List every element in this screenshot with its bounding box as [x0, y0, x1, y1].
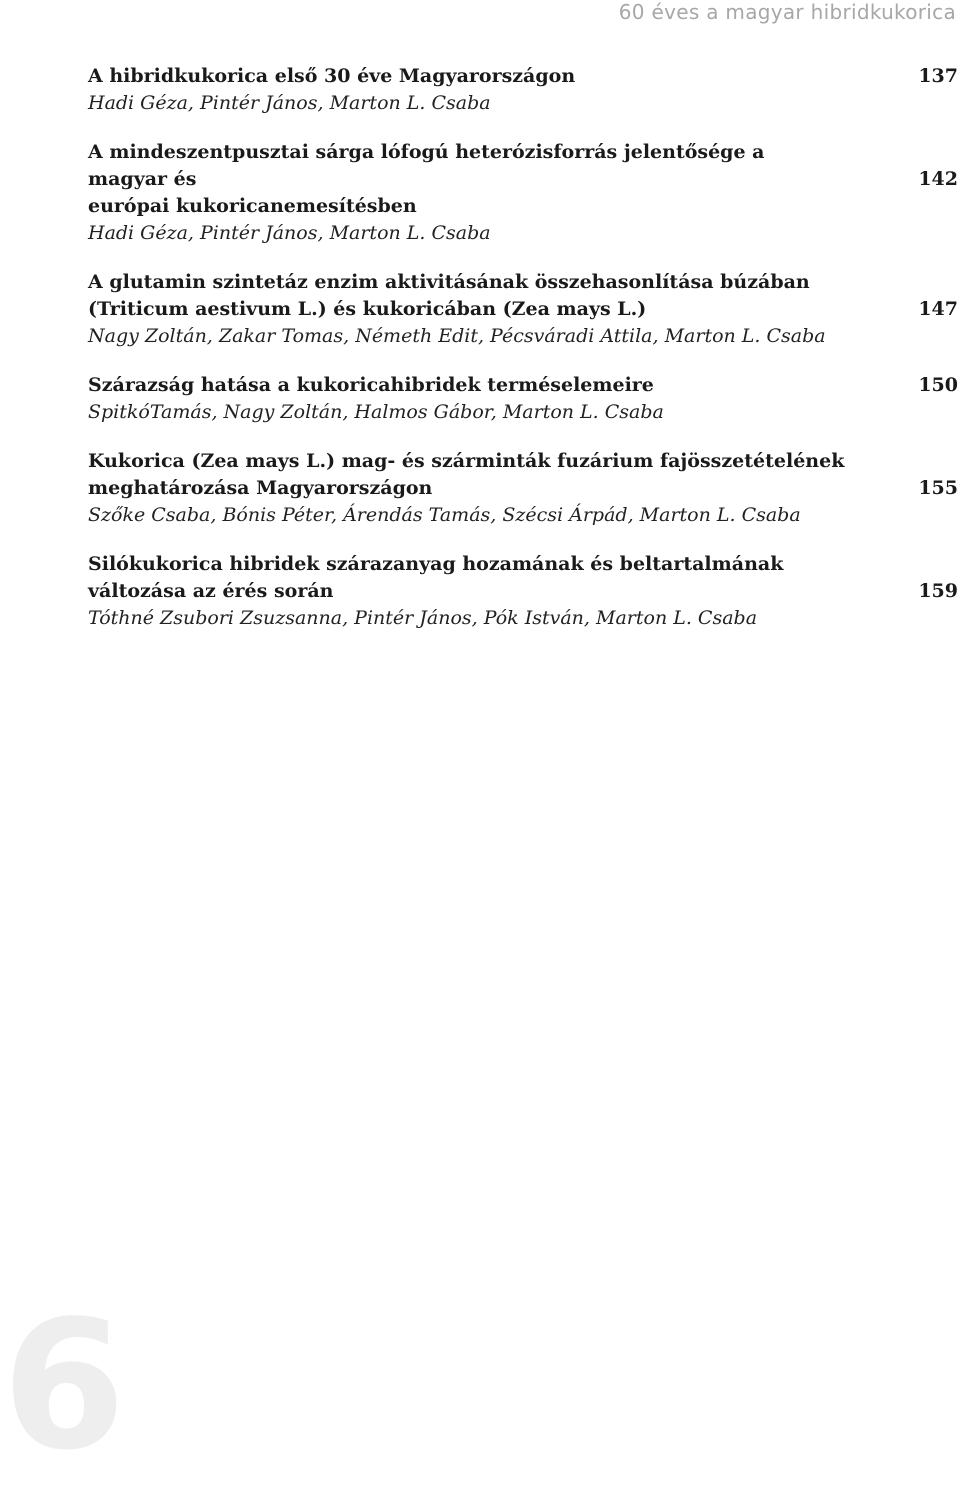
- entry-title: A mindeszentpusztai sárga lófogú heterózisforrás jelentősége a magyar és európai kukoricanemesítésben: [88, 141, 765, 217]
- entry-authors: Tóthné Zsubori Zsuzsanna, Pintér János, Pók István, Marton L. Csaba: [88, 607, 758, 629]
- toc-entry[interactable]: [88, 63, 958, 117]
- toc-entry[interactable]: [88, 139, 958, 247]
- entry-authors: Hadi Géza, Pintér János, Marton L. Csaba: [88, 92, 491, 114]
- toc-entry[interactable]: [88, 448, 958, 529]
- entry-title: Kukorica (Zea mays L.) mag- és szárminták fuzárium fajösszetételének meghatározása Magyarországon: [88, 450, 845, 499]
- entry-page-number: 159: [918, 580, 958, 602]
- entry-page-number: 137: [918, 65, 958, 87]
- entry-authors: Szőke Csaba, Bónis Péter, Árendás Tamás, Szécsi Árpád, Marton L. Csaba: [88, 504, 801, 526]
- entry-page-number: 147: [918, 298, 958, 320]
- entry-authors: Nagy Zoltán, Zakar Tomas, Németh Edit, Pécsváradi Attila, Marton L. Csaba: [88, 325, 826, 347]
- entry-title: Szárazság hatása a kukoricahibridek terméselemeire: [88, 374, 654, 396]
- entry-title: A hibridkukorica első 30 éve Magyarországon: [88, 65, 576, 87]
- entry-authors: SpitkóTamás, Nagy Zoltán, Halmos Gábor, Marton L. Csaba: [88, 401, 664, 423]
- entry-page-number: 155: [918, 477, 958, 499]
- entry-title: A glutamin szintetáz enzim aktivitásának összehasonlítása búzában (Triticum aestivum L.) és kukoricában (Zea mays L.): [88, 271, 810, 320]
- toc-entry[interactable]: [88, 551, 958, 632]
- toc-entry[interactable]: [88, 269, 958, 350]
- page-number: 6: [2, 1282, 126, 1489]
- toc-entry[interactable]: [88, 372, 958, 426]
- entry-authors: Hadi Géza, Pintér János, Marton L. Csaba: [88, 222, 491, 244]
- running-header: 60 éves a magyar hibridkukorica: [618, 0, 956, 24]
- entry-title: Silókukorica hibridek szárazanyag hozamának és beltartalmának változása az érés során: [88, 553, 784, 602]
- entry-page-number: 142: [918, 168, 958, 190]
- entry-page-number: 150: [918, 374, 958, 396]
- table-of-contents: [88, 63, 958, 654]
